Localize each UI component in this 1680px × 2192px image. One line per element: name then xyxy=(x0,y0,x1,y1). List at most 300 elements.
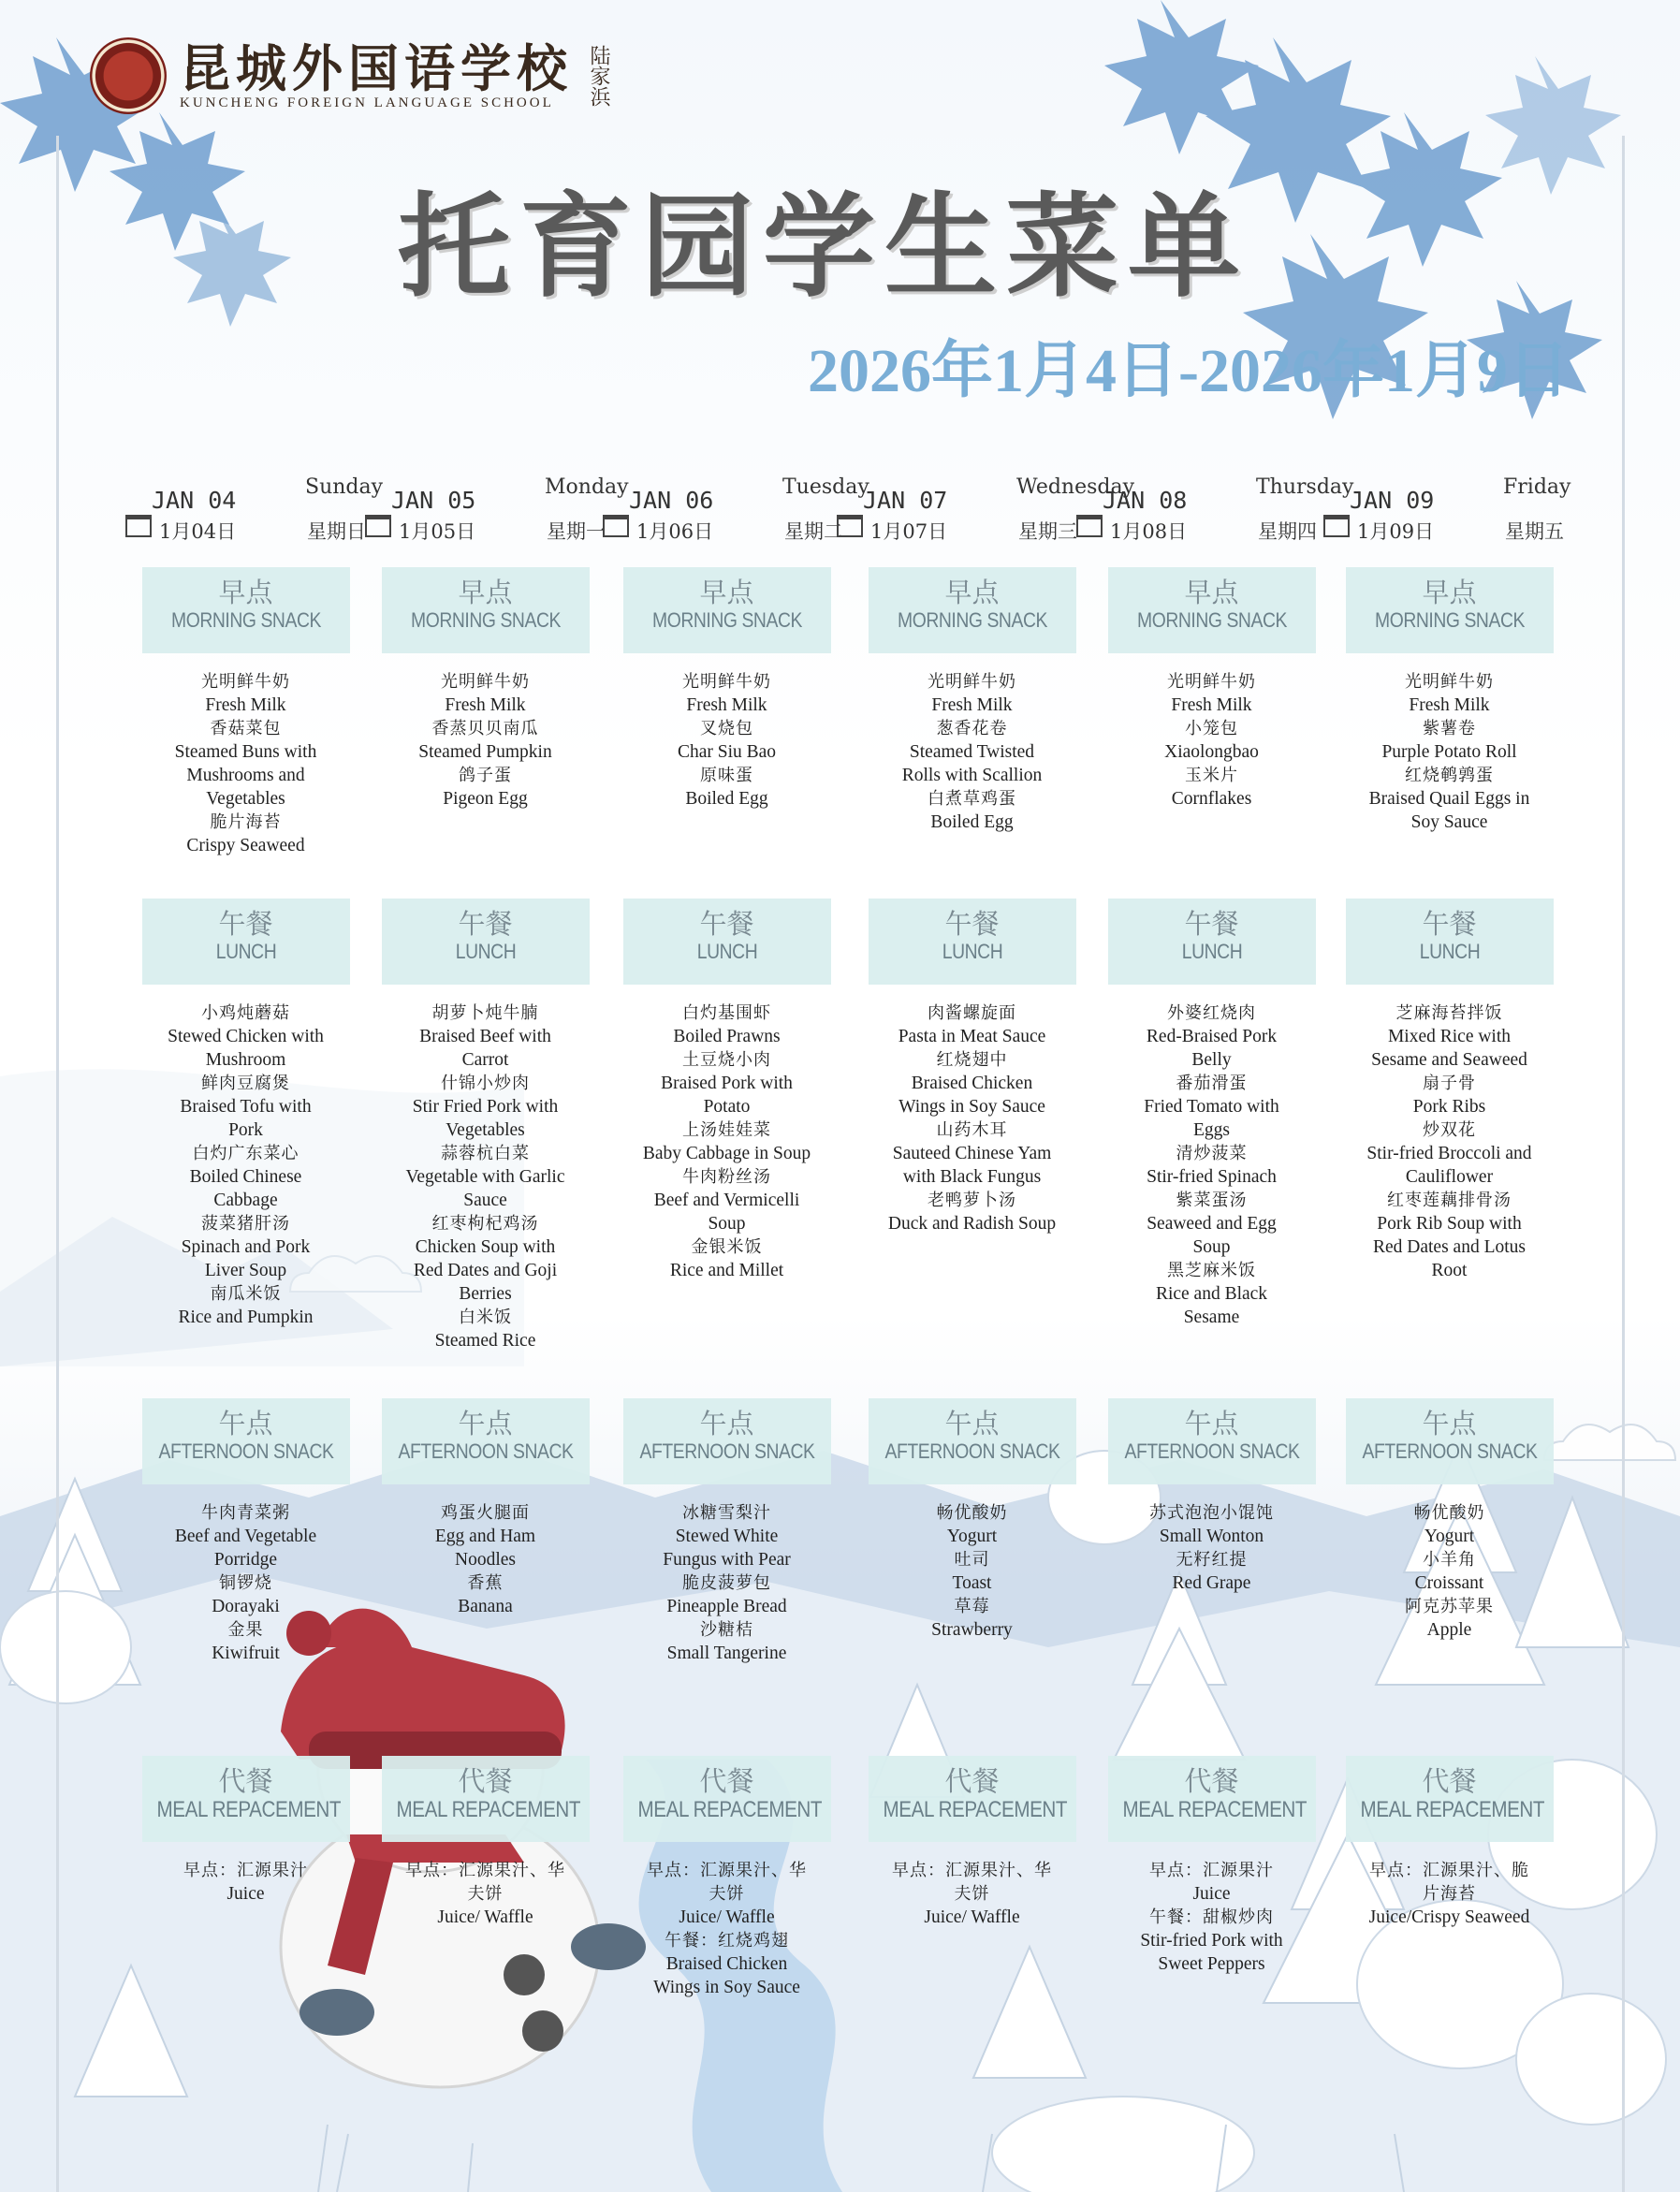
meal-label-cn: 午点 xyxy=(944,1408,1000,1439)
menu-item-line: 红枣莲藕排骨汤 xyxy=(1387,1191,1512,1210)
morning-snack-label xyxy=(382,567,590,653)
menu-item-line: Stewed Chicken with xyxy=(168,1027,324,1046)
weekday-en: Sunday xyxy=(305,475,384,499)
day-cn-date: 1月08日 xyxy=(1110,520,1188,543)
meal-label-en: AFTERNOON SNACK xyxy=(638,1439,815,1463)
meal-label-en: MORNING SNACK xyxy=(1374,608,1525,632)
menu-item-line: Juice/ Waffle xyxy=(679,1907,775,1927)
menu-item-line: 光明鲜牛奶 xyxy=(1167,672,1256,692)
menu-item-line: Fresh Milk xyxy=(1409,695,1490,715)
menu-item-line: 光明鲜牛奶 xyxy=(201,672,290,692)
artist-seal: 陆家浜 xyxy=(587,45,610,107)
menu-item-line: 清炒菠菜 xyxy=(1176,1144,1248,1163)
menu-item-line: 脆皮菠萝包 xyxy=(682,1573,771,1593)
lunch-label xyxy=(382,899,590,985)
menu-item-line: Vegetable with Garlic xyxy=(405,1167,565,1187)
weekday-en: Friday xyxy=(1503,475,1571,499)
menu-item-line: Pasta in Meat Sauce xyxy=(898,1027,1046,1046)
menu-item-line: Rolls with Scallion xyxy=(901,766,1043,785)
meal-label-cn: 午点 xyxy=(1422,1408,1477,1439)
day-cn-date: 1月06日 xyxy=(636,520,714,543)
meal-label-cn: 早点 xyxy=(699,577,754,608)
menu-item-line: Seaweed and Egg xyxy=(1147,1214,1277,1234)
menu-item-line: 什锦小炒肉 xyxy=(441,1074,530,1093)
menu-item-line: 铜锣烧 xyxy=(219,1573,272,1593)
menu-item-line: 菠菜猪肝汤 xyxy=(201,1214,290,1234)
menu-item-line: 炒双花 xyxy=(1423,1120,1476,1140)
menu-item-list xyxy=(867,1501,1077,1642)
morning-snack-day-5 xyxy=(1106,567,1317,811)
menu-item-line: Beef and Vermicelli xyxy=(653,1191,800,1210)
afternoon-snack-label xyxy=(382,1398,590,1484)
menu-item-line: Berries xyxy=(459,1284,512,1304)
lunch-label xyxy=(1346,899,1554,985)
school-name-en: KUNCHENG FOREIGN LANGUAGE SCHOOL xyxy=(180,95,554,110)
menu-item-line: 芝麻海苔拌饭 xyxy=(1395,1003,1503,1023)
menu-item-line: 畅优酸奶 xyxy=(936,1503,1008,1523)
weekday-cn: 星期三 xyxy=(1018,520,1077,543)
menu-item-line: 片海苔 xyxy=(1423,1884,1476,1904)
menu-item-line: 午餐：甜椒炒肉 xyxy=(1149,1907,1274,1927)
menu-item-line: 无籽红提 xyxy=(1176,1550,1248,1570)
meal-label-en: LUNCH xyxy=(696,940,757,963)
meal-replacement-label xyxy=(1346,1756,1554,1842)
meal-label-cn: 午餐 xyxy=(944,908,1000,940)
menu-item-list xyxy=(621,1859,832,1999)
morning-snack-day-6 xyxy=(1344,567,1555,834)
menu-item-line: 阿克苏苹果 xyxy=(1405,1597,1494,1616)
menu-item-line: Rice and Black xyxy=(1155,1284,1268,1304)
menu-item-line: 香蒸贝贝南瓜 xyxy=(431,719,539,738)
menu-item-line: Xiaolongbao xyxy=(1164,742,1259,762)
menu-item-line: Apple xyxy=(1426,1620,1472,1640)
menu-item-list xyxy=(1106,670,1317,811)
menu-item-line: Vegetables xyxy=(206,789,285,809)
calendar-icon xyxy=(125,515,152,537)
menu-item-list xyxy=(1344,1001,1555,1282)
menu-item-line: Noodles xyxy=(455,1550,516,1570)
meal-label-cn: 早点 xyxy=(218,577,273,608)
menu-item-line: Small Tangerine xyxy=(666,1644,787,1663)
menu-item-line: Spinach and Pork xyxy=(181,1237,311,1257)
menu-item-line: Mushrooms and xyxy=(186,766,305,785)
meal-label-en: MEAL REPACEMENT xyxy=(156,1797,341,1822)
meal-replacement-day-3 xyxy=(621,1756,832,1999)
afternoon-snack-day-3 xyxy=(621,1398,832,1665)
left-frame-line xyxy=(56,136,59,2192)
menu-item-line: 夫饼 xyxy=(954,1884,990,1904)
weekday-en: Wednesday xyxy=(1016,475,1135,499)
menu-item-list xyxy=(380,1859,591,1929)
menu-item-line: Banana xyxy=(458,1597,513,1616)
meal-label-en: LUNCH xyxy=(942,940,1002,963)
menu-item-line: 香菇菜包 xyxy=(210,719,282,738)
calendar-icon xyxy=(1323,515,1350,537)
menu-item-line: 白灼基围虾 xyxy=(682,1003,771,1023)
menu-item-line: Red-Braised Pork xyxy=(1146,1027,1278,1046)
meal-label-cn: 午点 xyxy=(458,1408,513,1439)
menu-item-line: 老鸭萝卜汤 xyxy=(928,1191,1016,1210)
menu-item-line: Small Wonton xyxy=(1159,1527,1264,1546)
menu-item-line: Fresh Milk xyxy=(445,695,526,715)
menu-item-line: 光明鲜牛奶 xyxy=(441,672,530,692)
meal-label-cn: 午餐 xyxy=(699,908,754,940)
menu-item-line: 光明鲜牛奶 xyxy=(1405,672,1494,692)
menu-item-line: Sesame and Seaweed xyxy=(1371,1050,1527,1070)
menu-item-line: Pigeon Egg xyxy=(443,789,528,809)
meal-replacement-day-2 xyxy=(380,1756,591,1929)
meal-label-en: MEAL REPACEMENT xyxy=(637,1797,822,1822)
menu-item-line: Crispy Seaweed xyxy=(186,836,305,855)
meal-label-en: LUNCH xyxy=(215,940,276,963)
menu-item-line: Fungus with Pear xyxy=(663,1550,791,1570)
menu-item-line: Purple Potato Roll xyxy=(1381,742,1517,762)
menu-item-list xyxy=(867,1859,1077,1929)
morning-snack-label xyxy=(869,567,1076,653)
menu-item-line: 早点：汇源果汁、华 xyxy=(405,1861,565,1880)
lunch-label xyxy=(1108,899,1316,985)
page-title: 托育园学生菜单 xyxy=(398,183,1249,313)
meal-label-cn: 代餐 xyxy=(1184,1765,1239,1797)
meal-replacement-label xyxy=(869,1756,1076,1842)
day-en-date: JAN 06 xyxy=(629,487,714,514)
lunch-day-2 xyxy=(380,899,591,1352)
meal-label-en: MEAL REPACEMENT xyxy=(1122,1797,1307,1822)
meal-label-en: MORNING SNACK xyxy=(651,608,802,632)
calendar-icon xyxy=(837,515,863,537)
afternoon-snack-label xyxy=(623,1398,831,1484)
weekday-en: Tuesday xyxy=(782,475,869,499)
morning-snack-label xyxy=(142,567,350,653)
menu-item-line: 红烧鹌鹑蛋 xyxy=(1405,766,1494,785)
meal-replacement-day-4 xyxy=(867,1756,1077,1929)
lunch-day-3 xyxy=(621,899,832,1282)
menu-item-line: Pork Ribs xyxy=(1412,1097,1486,1117)
menu-item-line: 鸡蛋火腿面 xyxy=(441,1503,530,1523)
menu-item-line: Kiwifruit xyxy=(212,1644,280,1663)
school-name-cn: 昆城外国语学校 xyxy=(180,37,573,98)
menu-item-line: 鸽子蛋 xyxy=(459,766,512,785)
day-header-3 xyxy=(620,475,869,543)
menu-item-list xyxy=(140,1859,351,1906)
afternoon-snack-day-5 xyxy=(1106,1398,1317,1595)
day-header-4 xyxy=(854,475,1135,543)
menu-item-line: 苏式泡泡小馄饨 xyxy=(1149,1503,1274,1523)
menu-item-line: 沙糖桔 xyxy=(700,1620,753,1640)
lunch-label xyxy=(623,899,831,985)
menu-item-line: Carrot xyxy=(461,1050,509,1070)
menu-item-line: Strawberry xyxy=(931,1620,1013,1640)
menu-item-line: 金果 xyxy=(227,1620,264,1640)
meal-label-en: MORNING SNACK xyxy=(170,608,321,632)
menu-item-line: 畅优酸奶 xyxy=(1413,1503,1485,1523)
menu-item-line: 小笼包 xyxy=(1185,719,1238,738)
menu-item-line: Mixed Rice with xyxy=(1387,1027,1512,1046)
weekday-cn: 星期一 xyxy=(547,520,606,543)
menu-item-list xyxy=(621,1501,832,1665)
menu-item-line: Juice xyxy=(1192,1884,1231,1904)
menu-item-line: 山药木耳 xyxy=(936,1120,1008,1140)
menu-item-line: Stir-fried Spinach xyxy=(1147,1167,1277,1187)
afternoon-snack-day-1 xyxy=(140,1398,351,1665)
menu-item-line: 番茄滑蛋 xyxy=(1176,1074,1248,1093)
meal-label-cn: 早点 xyxy=(1184,577,1239,608)
menu-item-line: Boiled Prawns xyxy=(673,1027,781,1046)
menu-item-line: 早点：汇源果汁 xyxy=(183,1861,308,1880)
menu-item-line: Vegetables xyxy=(446,1120,525,1140)
meal-label-cn: 代餐 xyxy=(1422,1765,1477,1797)
morning-snack-day-2 xyxy=(380,567,591,811)
weekday-cn: 星期四 xyxy=(1258,520,1317,543)
menu-item-line: 小羊角 xyxy=(1423,1550,1476,1570)
menu-item-list xyxy=(140,1501,351,1665)
meal-label-cn: 代餐 xyxy=(944,1765,1000,1797)
meal-label-en: LUNCH xyxy=(1419,940,1480,963)
menu-item-line: Braised Tofu with xyxy=(180,1097,312,1117)
menu-item-line: 草莓 xyxy=(954,1597,990,1616)
menu-item-line: 金银米饭 xyxy=(691,1237,763,1257)
meal-replacement-label xyxy=(382,1756,590,1842)
menu-item-line: 早点：汇源果汁 xyxy=(1149,1861,1274,1880)
menu-item-line: Fresh Milk xyxy=(686,695,767,715)
menu-item-line: Cornflakes xyxy=(1171,789,1252,809)
meal-label-cn: 午餐 xyxy=(458,908,513,940)
day-en-date: JAN 09 xyxy=(1350,487,1435,514)
menu-item-line: Duck and Radish Soup xyxy=(887,1214,1057,1234)
menu-item-line: Soup xyxy=(708,1214,746,1234)
menu-item-line: 夫饼 xyxy=(467,1884,504,1904)
menu-item-list xyxy=(621,1001,832,1282)
menu-item-line: 扇子骨 xyxy=(1423,1074,1476,1093)
menu-item-line: Dorayaki xyxy=(212,1597,280,1616)
meal-label-cn: 午点 xyxy=(218,1408,273,1439)
day-en-date: JAN 08 xyxy=(1103,487,1188,514)
lunch-day-4 xyxy=(867,899,1077,1235)
menu-item-line: 午餐：红烧鸡翅 xyxy=(665,1931,789,1951)
day-en-date: JAN 04 xyxy=(152,487,237,514)
menu-item-line: 牛肉粉丝汤 xyxy=(682,1167,771,1187)
morning-snack-day-1 xyxy=(140,567,351,857)
menu-item-line: 白米饭 xyxy=(459,1308,512,1327)
school-logo xyxy=(90,37,167,114)
afternoon-snack-day-4 xyxy=(867,1398,1077,1642)
menu-item-line: Juice/Crispy Seaweed xyxy=(1368,1907,1530,1927)
meal-label-cn: 代餐 xyxy=(458,1765,513,1797)
menu-item-line: 早点：汇源果汁、脆 xyxy=(1369,1861,1529,1880)
menu-item-line: Steamed Rice xyxy=(434,1331,536,1351)
menu-item-line: Eggs xyxy=(1193,1120,1230,1140)
menu-item-line: Yogurt xyxy=(946,1527,998,1546)
school-header xyxy=(90,37,613,114)
day-header-6 xyxy=(1340,475,1581,541)
menu-item-line: 白灼广东菜心 xyxy=(192,1144,299,1163)
menu-item-line: 葱香花卷 xyxy=(936,719,1008,738)
menu-item-line: Stir-fried Pork with xyxy=(1140,1931,1283,1951)
calendar-icon xyxy=(365,515,391,537)
menu-item-line: Soup xyxy=(1192,1237,1231,1257)
menu-item-line: 光明鲜牛奶 xyxy=(682,672,771,692)
menu-item-line: Boiled Chinese xyxy=(189,1167,302,1187)
lunch-label xyxy=(142,899,350,985)
menu-item-line: Fresh Milk xyxy=(931,695,1013,715)
menu-item-line: Fried Tomato with xyxy=(1144,1097,1279,1117)
menu-item-line: 南瓜米饭 xyxy=(210,1284,282,1304)
meal-label-en: MEAL REPACEMENT xyxy=(1360,1797,1544,1822)
meal-replacement-label xyxy=(623,1756,831,1842)
menu-item-line: 土豆烧小肉 xyxy=(682,1050,771,1070)
menu-item-line: 红烧翅中 xyxy=(936,1050,1008,1070)
meal-label-en: MORNING SNACK xyxy=(410,608,561,632)
menu-item-line: Braised Pork with xyxy=(661,1074,793,1093)
menu-item-line: Steamed Pumpkin xyxy=(418,742,552,762)
menu-item-line: Belly xyxy=(1191,1050,1232,1070)
day-cn-date: 1月09日 xyxy=(1357,520,1435,543)
lunch-day-1 xyxy=(140,899,351,1329)
menu-item-line: Potato xyxy=(703,1097,751,1117)
menu-item-line: Root xyxy=(1431,1261,1468,1280)
menu-item-list xyxy=(140,670,351,857)
afternoon-snack-label xyxy=(869,1398,1076,1484)
menu-item-line: 早点：汇源果汁、华 xyxy=(647,1861,807,1880)
menu-item-line: Wings in Soy Sauce xyxy=(653,1978,800,1997)
menu-item-line: Soy Sauce xyxy=(1410,812,1488,832)
menu-item-line: Porridge xyxy=(213,1550,278,1570)
meal-label-en: AFTERNOON SNACK xyxy=(397,1439,574,1463)
meal-replacement-label xyxy=(142,1756,350,1842)
menu-item-list xyxy=(380,1501,591,1618)
menu-item-line: Sesame xyxy=(1183,1308,1240,1327)
menu-item-line: with Black Fungus xyxy=(902,1167,1042,1187)
menu-item-list xyxy=(140,1001,351,1329)
menu-item-line: 玉米片 xyxy=(1185,766,1238,785)
meal-label-en: MORNING SNACK xyxy=(897,608,1047,632)
menu-item-line: Braised Quail Eggs in xyxy=(1368,789,1530,809)
meal-label-en: AFTERNOON SNACK xyxy=(884,1439,1060,1463)
menu-item-list xyxy=(1106,1859,1317,1976)
menu-item-line: Pineapple Bread xyxy=(666,1597,787,1616)
menu-item-list xyxy=(621,670,832,811)
morning-snack-label xyxy=(623,567,831,653)
menu-item-line: 鲜肉豆腐煲 xyxy=(201,1074,290,1093)
lunch-day-6 xyxy=(1344,899,1555,1282)
menu-item-line: Egg and Ham xyxy=(434,1527,536,1546)
menu-item-line: Braised Chicken xyxy=(665,1954,788,1974)
menu-item-line: 吐司 xyxy=(954,1550,990,1570)
menu-item-line: 红枣枸杞鸡汤 xyxy=(431,1214,539,1234)
meal-label-cn: 早点 xyxy=(944,577,1000,608)
meal-label-en: MEAL REPACEMENT xyxy=(883,1797,1067,1822)
menu-item-line: 上汤娃娃菜 xyxy=(682,1120,771,1140)
meal-label-cn: 午点 xyxy=(1184,1408,1239,1439)
menu-item-line: 黑芝麻米饭 xyxy=(1167,1261,1256,1280)
day-cn-date: 1月04日 xyxy=(159,520,237,543)
calendar-icon xyxy=(1076,515,1103,537)
menu-item-list xyxy=(380,1001,591,1352)
day-header-1 xyxy=(142,475,383,541)
meal-label-en: AFTERNOON SNACK xyxy=(157,1439,334,1463)
meal-label-cn: 午餐 xyxy=(1422,908,1477,940)
menu-item-line: Sauteed Chinese Yam xyxy=(892,1144,1052,1163)
menu-item-line: Stir Fried Pork with xyxy=(412,1097,559,1117)
menu-item-line: Sauce xyxy=(463,1191,507,1210)
menu-item-list xyxy=(867,1001,1077,1235)
menu-item-line: 早点：汇源果汁、华 xyxy=(892,1861,1052,1880)
menu-item-line: Juice/ Waffle xyxy=(924,1907,1020,1927)
menu-item-line: 紫菜蛋汤 xyxy=(1176,1191,1248,1210)
menu-item-line: Stir-fried Broccoli and xyxy=(1366,1144,1532,1163)
meal-label-cn: 代餐 xyxy=(218,1765,273,1797)
menu-item-line: Beef and Vegetable xyxy=(174,1527,317,1546)
menu-item-line: Chicken Soup with xyxy=(415,1237,556,1257)
menu-item-line: Fresh Milk xyxy=(205,695,286,715)
menu-item-list xyxy=(1106,1001,1317,1329)
menu-item-line: 外婆红烧肉 xyxy=(1167,1003,1256,1023)
meal-label-en: MEAL REPACEMENT xyxy=(396,1797,580,1822)
menu-item-line: Mushroom xyxy=(205,1050,286,1070)
menu-item-line: 叉烧包 xyxy=(700,719,753,738)
meal-replacement-day-1 xyxy=(140,1756,351,1906)
menu-item-line: Fresh Milk xyxy=(1171,695,1252,715)
weekday-cn: 星期日 xyxy=(307,520,366,543)
meal-label-cn: 午餐 xyxy=(218,908,273,940)
menu-item-list xyxy=(1344,1501,1555,1642)
morning-snack-label xyxy=(1108,567,1316,653)
menu-item-line: 白煮草鸡蛋 xyxy=(928,789,1016,809)
menu-item-line: Sweet Peppers xyxy=(1158,1954,1265,1974)
meal-label-cn: 早点 xyxy=(1422,577,1477,608)
weekday-cn: 星期二 xyxy=(784,520,843,543)
menu-item-line: 光明鲜牛奶 xyxy=(928,672,1016,692)
menu-item-list xyxy=(1344,670,1555,834)
menu-item-line: Char Siu Bao xyxy=(677,742,777,762)
meal-label-cn: 午餐 xyxy=(1184,908,1239,940)
menu-item-line: Wings in Soy Sauce xyxy=(898,1097,1045,1117)
menu-item-line: Cabbage xyxy=(213,1191,278,1210)
afternoon-snack-label xyxy=(1108,1398,1316,1484)
weekday-cn: 星期五 xyxy=(1505,520,1564,543)
menu-item-line: Rice and Millet xyxy=(669,1261,784,1280)
meal-label-en: MORNING SNACK xyxy=(1136,608,1287,632)
menu-item-line: Steamed Twisted xyxy=(909,742,1035,762)
meal-replacement-day-5 xyxy=(1106,1756,1317,1976)
menu-item-list xyxy=(1344,1859,1555,1929)
menu-item-line: 牛肉青菜粥 xyxy=(201,1503,290,1523)
meal-label-en: AFTERNOON SNACK xyxy=(1361,1439,1538,1463)
calendar-icon xyxy=(603,515,629,537)
afternoon-snack-label xyxy=(1346,1398,1554,1484)
morning-snack-day-4 xyxy=(867,567,1077,834)
weekday-en: Thursday xyxy=(1256,475,1354,499)
menu-item-line: 香蕉 xyxy=(467,1573,504,1593)
menu-item-line: Pork xyxy=(228,1120,263,1140)
menu-item-line: Liver Soup xyxy=(204,1261,287,1280)
menu-item-line: Juice/ Waffle xyxy=(437,1907,533,1927)
afternoon-snack-day-6 xyxy=(1344,1398,1555,1642)
meal-label-cn: 代餐 xyxy=(699,1765,754,1797)
morning-snack-day-3 xyxy=(621,567,832,811)
menu-item-line: Steamed Buns with xyxy=(174,742,317,762)
day-cn-date: 1月05日 xyxy=(399,520,476,543)
menu-item-line: Red Dates and Lotus xyxy=(1372,1237,1526,1257)
menu-item-line: Red Grape xyxy=(1172,1573,1251,1593)
menu-item-line: 冰糖雪梨汁 xyxy=(682,1503,771,1523)
meal-label-en: LUNCH xyxy=(1181,940,1242,963)
menu-item-line: Toast xyxy=(952,1573,992,1593)
menu-item-list xyxy=(380,670,591,811)
menu-item-line: Pork Rib Soup with xyxy=(1377,1214,1522,1234)
menu-item-line: 蒜蓉杭白菜 xyxy=(441,1144,530,1163)
menu-item-line: 脆片海苔 xyxy=(210,812,282,832)
